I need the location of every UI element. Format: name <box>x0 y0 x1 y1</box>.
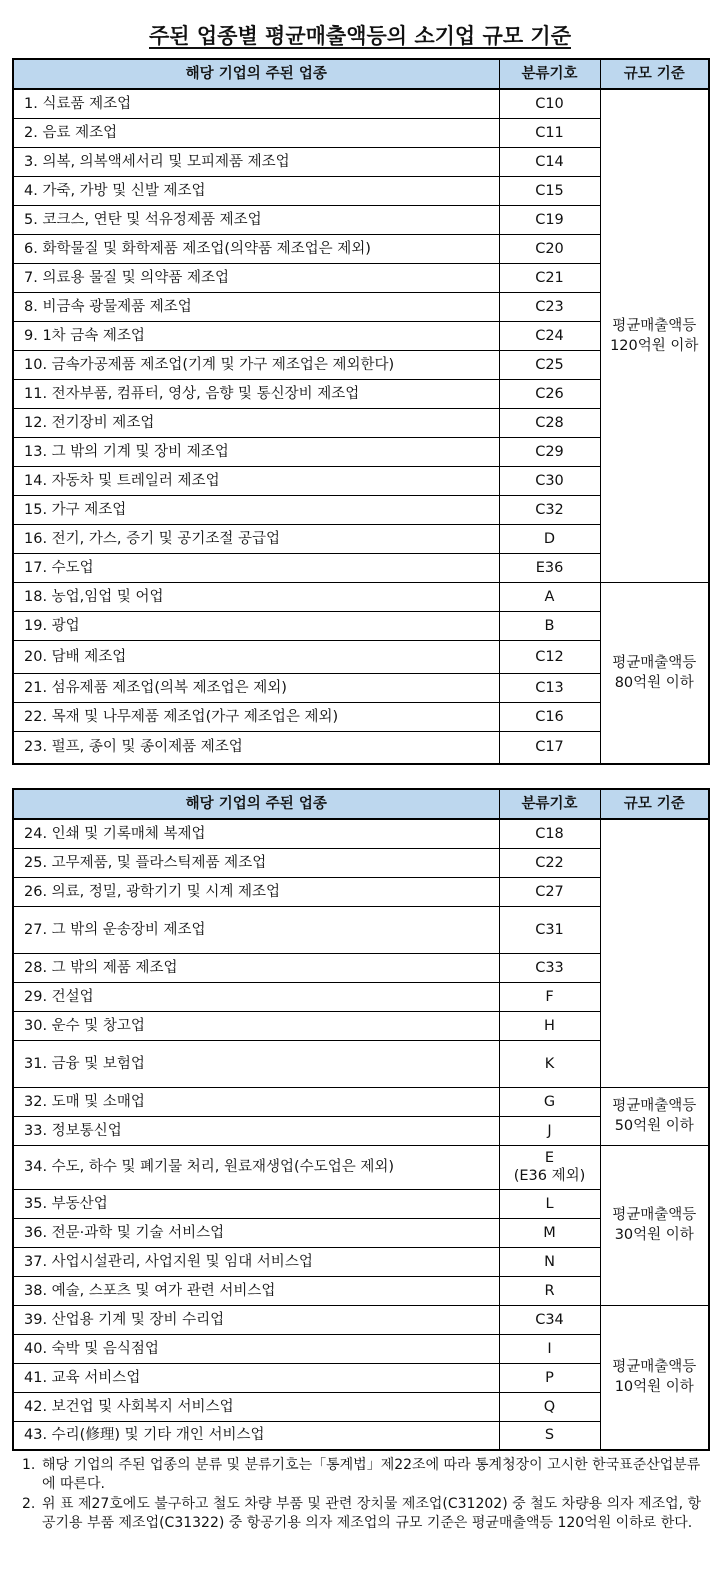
industry-cell: 6. 화학물질 및 화학제품 제조업(의약품 제조업은 제외) <box>13 234 499 263</box>
code-cell: C21 <box>499 263 600 292</box>
code-cell: C31 <box>499 906 600 953</box>
table-header-row <box>13 789 709 819</box>
code-cell: C30 <box>499 466 600 495</box>
industry-cell: 24. 인쇄 및 기록매체 복제업 <box>13 819 499 848</box>
industry-cell: 25. 고무제품, 및 플라스틱제품 제조업 <box>13 848 499 877</box>
footnote-number: 2. <box>22 1496 36 1512</box>
industry-cell: 36. 전문·과학 및 기술 서비스업 <box>13 1218 499 1247</box>
code-cell: C16 <box>499 702 600 731</box>
industry-cell: 3. 의복, 의복액세서리 및 모피제품 제조업 <box>13 147 499 176</box>
code-cell: D <box>499 524 600 553</box>
industry-cell: 27. 그 밖의 운송장비 제조업 <box>13 906 499 953</box>
industry-cell: 37. 사업시설관리, 사업지원 및 임대 서비스업 <box>13 1247 499 1276</box>
code-cell: H <box>499 1011 600 1040</box>
industry-cell: 15. 가구 제조업 <box>13 495 499 524</box>
scale-line: 평균매출액등 <box>612 654 697 671</box>
industry-cell: 5. 코크스, 연탄 및 석유정제품 제조업 <box>13 205 499 234</box>
table-header-row <box>13 59 709 89</box>
footnote-text: 해당 기업의 주된 업종의 분류 및 분류기호는「통계법」제22조에 따라 통계청장이 고시한 한국표준산업분류에 따른다. <box>42 1457 701 1492</box>
code-cell: C25 <box>499 350 600 379</box>
industry-cell: 10. 금속가공제품 제조업(기계 및 가구 제조업은 제외한다) <box>13 350 499 379</box>
document-title: 주된 업종별 평균매출액등의 소기업 규모 기준 <box>149 24 571 48</box>
industry-cell: 21. 섬유제품 제조업(의복 제조업은 제외) <box>13 673 499 702</box>
footnote <box>22 1456 702 1493</box>
code-cell <box>499 1145 600 1189</box>
header-scale: 규모 기준 <box>600 59 709 89</box>
code-cell: J <box>499 1116 600 1145</box>
code-cell: C14 <box>499 147 600 176</box>
table-row <box>13 1145 709 1189</box>
table-row <box>13 89 709 118</box>
header-industry: 해당 기업의 주된 업종 <box>13 59 499 89</box>
scale-criteria-cell <box>600 1145 709 1305</box>
code-cell: C27 <box>499 877 600 906</box>
scale-line: 120억원 이하 <box>610 337 699 354</box>
code-cell: B <box>499 611 600 640</box>
scale-line: 평균매출액등 <box>612 1207 697 1223</box>
scale-line: 평균매출액등 <box>612 317 697 334</box>
footnotes <box>22 1456 702 1534</box>
code-note: (E36 제외) <box>513 1168 586 1184</box>
code-cell: C32 <box>499 495 600 524</box>
industry-cell: 20. 담배 제조업 <box>13 640 499 673</box>
industry-cell: 11. 전자부품, 컴퓨터, 영상, 음향 및 통신장비 제조업 <box>13 379 499 408</box>
code-cell: C24 <box>499 321 600 350</box>
industry-cell: 38. 예술, 스포츠 및 여가 관련 서비스업 <box>13 1276 499 1305</box>
code-cell: C23 <box>499 292 600 321</box>
code-cell: C28 <box>499 408 600 437</box>
industry-cell: 1. 식료품 제조업 <box>13 89 499 118</box>
code-cell: C26 <box>499 379 600 408</box>
header-code: 분류기호 <box>499 59 600 89</box>
table-row <box>13 819 709 848</box>
industry-cell: 12. 전기장비 제조업 <box>13 408 499 437</box>
code-cell: S <box>499 1421 600 1450</box>
code-cell: M <box>499 1218 600 1247</box>
table-row <box>13 582 709 611</box>
industry-cell: 22. 목재 및 나무제품 제조업(가구 제조업은 제외) <box>13 702 499 731</box>
scale-line: 30억원 이하 <box>614 1227 694 1243</box>
size-criteria-table-1 <box>12 58 710 765</box>
code-cell: C33 <box>499 953 600 982</box>
code-cell: K <box>499 1040 600 1087</box>
code-cell: P <box>499 1363 600 1392</box>
code-cell: C13 <box>499 673 600 702</box>
scale-line: 평균매출액등 <box>612 1359 697 1376</box>
industry-cell: 40. 숙박 및 음식점업 <box>13 1334 499 1363</box>
code-cell: A <box>499 582 600 611</box>
code-cell: N <box>499 1247 600 1276</box>
industry-cell: 29. 건설업 <box>13 982 499 1011</box>
industry-cell: 26. 의료, 정밀, 광학기기 및 시계 제조업 <box>13 877 499 906</box>
code-cell: C29 <box>499 437 600 466</box>
industry-cell: 17. 수도업 <box>13 553 499 582</box>
industry-cell: 30. 운수 및 창고업 <box>13 1011 499 1040</box>
scale-line: 10억원 이하 <box>614 1379 694 1396</box>
industry-cell: 23. 펄프, 종이 및 종이제품 제조업 <box>13 731 499 764</box>
code-cell: I <box>499 1334 600 1363</box>
code-cell: R <box>499 1276 600 1305</box>
size-criteria-table-2 <box>12 788 710 1451</box>
industry-cell: 31. 금융 및 보험업 <box>13 1040 499 1087</box>
industry-cell: 14. 자동차 및 트레일러 제조업 <box>13 466 499 495</box>
header-industry: 해당 기업의 주된 업종 <box>13 789 499 819</box>
table-row <box>13 1305 709 1334</box>
industry-cell: 35. 부동산업 <box>13 1189 499 1218</box>
code-cell: G <box>499 1087 600 1116</box>
scale-line: 평균매출액등 <box>612 1098 697 1114</box>
industry-cell: 19. 광업 <box>13 611 499 640</box>
header-scale: 규모 기준 <box>600 789 709 819</box>
industry-cell: 39. 산업용 기계 및 장비 수리업 <box>13 1305 499 1334</box>
industry-cell: 41. 교육 서비스업 <box>13 1363 499 1392</box>
scale-line: 50억원 이하 <box>614 1118 694 1134</box>
industry-cell: 34. 수도, 하수 및 폐기물 처리, 원료재생업(수도업은 제외) <box>13 1145 499 1189</box>
code-cell: C18 <box>499 819 600 848</box>
table-row <box>13 1087 709 1116</box>
code-cell: C17 <box>499 731 600 764</box>
industry-cell: 32. 도매 및 소매업 <box>13 1087 499 1116</box>
code-cell: C22 <box>499 848 600 877</box>
code-cell: C12 <box>499 640 600 673</box>
industry-cell: 13. 그 밖의 기계 및 장비 제조업 <box>13 437 499 466</box>
footnote-number: 1. <box>22 1457 36 1473</box>
industry-cell: 4. 가죽, 가방 및 신발 제조업 <box>13 176 499 205</box>
industry-cell: 2. 음료 제조업 <box>13 118 499 147</box>
industry-cell: 8. 비금속 광물제품 제조업 <box>13 292 499 321</box>
scale-line: 80억원 이하 <box>614 674 694 691</box>
industry-cell: 18. 농업,임업 및 어업 <box>13 582 499 611</box>
code-cell: F <box>499 982 600 1011</box>
code-line: E <box>544 1150 555 1166</box>
code-cell: E36 <box>499 553 600 582</box>
code-cell: C15 <box>499 176 600 205</box>
industry-cell: 28. 그 밖의 제품 제조업 <box>13 953 499 982</box>
industry-cell: 9. 1차 금속 제조업 <box>13 321 499 350</box>
code-cell: Q <box>499 1392 600 1421</box>
scale-criteria-cell <box>600 1305 709 1450</box>
scale-criteria-cell <box>600 582 709 764</box>
footnote-text: 위 표 제27호에도 불구하고 철도 차량 부품 및 관련 장치물 제조업(C31202) 중 철도 차량용 의자 제조업, 항공기용 부품 제조업(C31322) 중 항공기용 의자 제조업의 규모 기준은 평균매출액등 120억원 이하로 한다. <box>42 1496 702 1531</box>
code-cell: L <box>499 1189 600 1218</box>
industry-cell: 42. 보건업 및 사회복지 서비스업 <box>13 1392 499 1421</box>
code-cell: C20 <box>499 234 600 263</box>
header-code: 분류기호 <box>499 789 600 819</box>
industry-cell: 33. 정보통신업 <box>13 1116 499 1145</box>
scale-criteria-cell <box>600 1087 709 1145</box>
industry-cell: 43. 수리(修理) 및 기타 개인 서비스업 <box>13 1421 499 1450</box>
code-cell: C11 <box>499 118 600 147</box>
industry-cell: 7. 의료용 물질 및 의약품 제조업 <box>13 263 499 292</box>
code-cell: C10 <box>499 89 600 118</box>
scale-criteria-cell <box>600 819 709 1087</box>
industry-cell: 16. 전기, 가스, 증기 및 공기조절 공급업 <box>13 524 499 553</box>
code-cell: C19 <box>499 205 600 234</box>
footnote <box>22 1495 702 1532</box>
scale-criteria-cell <box>600 89 709 582</box>
code-cell: C34 <box>499 1305 600 1334</box>
